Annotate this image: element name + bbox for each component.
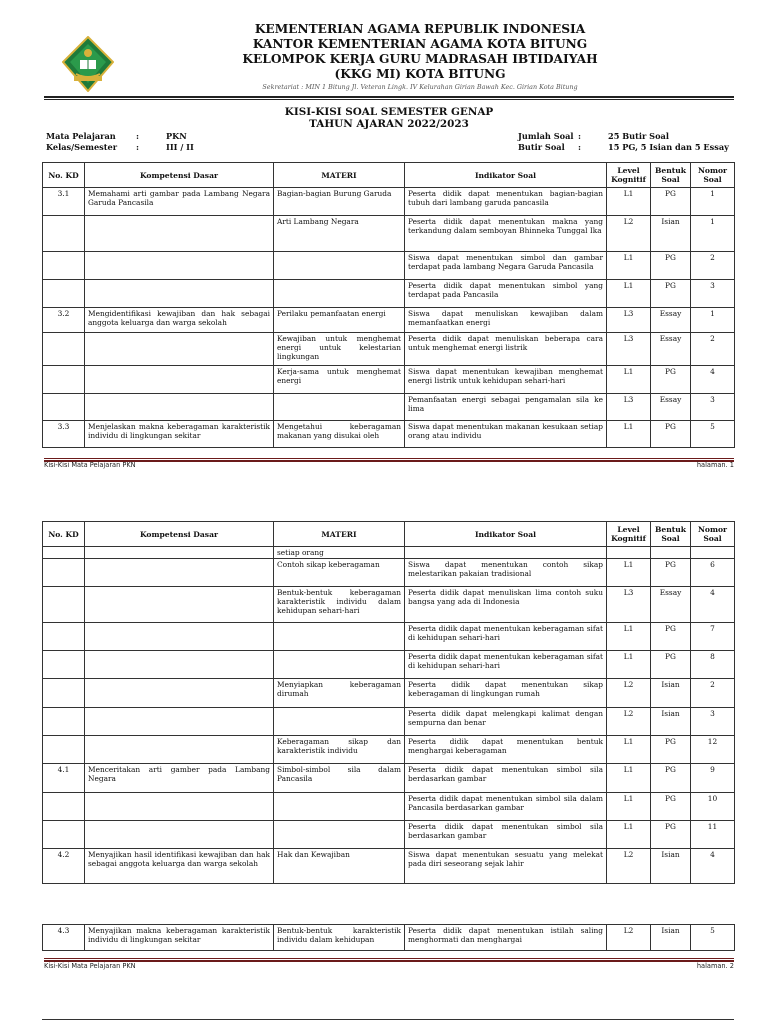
cell-bentuk: Isian xyxy=(651,925,691,951)
cell-no-kd xyxy=(43,216,85,252)
cell-no-kd xyxy=(43,394,85,421)
butir-sep: : xyxy=(578,142,582,152)
header-rule-thin xyxy=(44,99,734,100)
cell-level: L1 xyxy=(607,280,651,308)
cell-level: L3 xyxy=(607,333,651,366)
cell-bentuk: PG xyxy=(651,821,691,849)
cell-nomor: 5 xyxy=(691,421,735,448)
table-row xyxy=(43,188,735,216)
cell-no-kd xyxy=(43,821,85,849)
cell-level: L1 xyxy=(607,821,651,849)
cell-bentuk: PG xyxy=(651,421,691,448)
jumlah-value: 25 Butir Soal xyxy=(608,131,669,141)
cell-no-kd xyxy=(43,623,85,651)
cell-no-kd xyxy=(43,793,85,821)
cell-kompetensi-dasar xyxy=(85,216,274,252)
cell-level: L1 xyxy=(607,623,651,651)
table-row xyxy=(43,252,735,280)
cell-indikator: Peserta didik dapat menentukan keberagaman sifat di kehidupan sehari-hari xyxy=(405,651,607,679)
cell-nomor: 4 xyxy=(691,849,735,884)
doc-title: KISI-KISI SOAL SEMESTER GENAP xyxy=(284,106,494,118)
cell-nomor: 11 xyxy=(691,821,735,849)
cell-level: L1 xyxy=(607,651,651,679)
cell-bentuk: PG xyxy=(651,188,691,216)
cell-bentuk: Isian xyxy=(651,679,691,708)
cell-no-kd xyxy=(43,547,85,559)
cell-kompetensi-dasar: Menceritakan arti gamber pada Lambang Negara xyxy=(85,764,274,793)
cell-level: L2 xyxy=(607,216,651,252)
cell-materi xyxy=(274,252,405,280)
mapel-sep: : xyxy=(136,131,140,141)
cell-indikator: Peserta didik dapat melengkapi kalimat dengan sempurna dan benar xyxy=(405,708,607,736)
cell-kompetensi-dasar: Menjelaskan makna keberagaman karakteristik individu di lingkungan sekitar xyxy=(85,421,274,448)
cell-indikator: Peserta didik dapat menentukan sikap keberagaman di lingkungan rumah xyxy=(405,679,607,708)
cell-no-kd xyxy=(43,679,85,708)
cell-materi: Bentuk-bentuk karakteristik individu dalam kehidupan xyxy=(274,925,405,951)
table-row xyxy=(43,821,735,849)
page-number-2: halaman. 2 xyxy=(696,962,734,970)
cell-bentuk: PG xyxy=(651,559,691,587)
col-indikator: Indikator Soal xyxy=(405,522,607,547)
table-row xyxy=(43,736,735,764)
cell-no-kd xyxy=(43,559,85,587)
table-row xyxy=(43,651,735,679)
cell-materi: Mengetahui keberagaman makanan yang disukai oleh xyxy=(274,421,405,448)
cell-bentuk: Essay xyxy=(651,333,691,366)
cell-bentuk: PG xyxy=(651,623,691,651)
cell-kompetensi-dasar xyxy=(85,394,274,421)
kisi-table-page-1 xyxy=(42,162,735,448)
kelas-sep: : xyxy=(136,142,140,152)
cell-no-kd xyxy=(43,252,85,280)
cell-kompetensi-dasar xyxy=(85,587,274,623)
col-level: Level Kognitif xyxy=(607,163,651,188)
cell-indikator: Peserta didik dapat menuliskan beberapa cara untuk menghemat energi listrik xyxy=(405,333,607,366)
cell-nomor: 8 xyxy=(691,651,735,679)
cell-level: L2 xyxy=(607,708,651,736)
jumlah-label: Jumlah Soal xyxy=(518,131,574,141)
cell-bentuk: PG xyxy=(651,280,691,308)
col-bentuk: Bentuk Soal xyxy=(651,163,691,188)
cell-level: L1 xyxy=(607,366,651,394)
cell-nomor xyxy=(691,547,735,559)
cell-no-kd xyxy=(43,366,85,394)
cell-materi: setiap orang xyxy=(274,547,405,559)
cell-kompetensi-dasar xyxy=(85,736,274,764)
table-row xyxy=(43,587,735,623)
cell-level xyxy=(607,547,651,559)
cell-materi: Keberagaman sikap dan karakteristik individu xyxy=(274,736,405,764)
cell-indikator: Peserta didik dapat menentukan keberagaman sifat di kehidupan sehari-hari xyxy=(405,623,607,651)
cell-bentuk: PG xyxy=(651,651,691,679)
cell-bentuk: PG xyxy=(651,252,691,280)
footer-left-1: Kisi-Kisi Mata Pelajaran PKN xyxy=(44,461,136,469)
cell-indikator: Siswa dapat menentukan kewajiban menghemat energi listrik untuk kehidupan sehari-hari xyxy=(405,366,607,394)
footer-left-2: Kisi-Kisi Mata Pelajaran PKN xyxy=(44,962,136,970)
cell-indikator: Siswa dapat menentukan makanan kesukaan setiap orang atau individu xyxy=(405,421,607,448)
cell-indikator xyxy=(405,547,607,559)
cell-indikator: Siswa dapat menentukan simbol dan gambar terdapat pada lambang Negara Garuda Pancasila xyxy=(405,252,607,280)
col-materi: MATERI xyxy=(274,522,405,547)
mapel-value: PKN xyxy=(166,131,187,141)
table-row xyxy=(43,216,735,252)
cell-kompetensi-dasar xyxy=(85,252,274,280)
cell-level: L2 xyxy=(607,849,651,884)
table-row xyxy=(43,679,735,708)
cell-bentuk: PG xyxy=(651,793,691,821)
kelas-label: Kelas/Semester xyxy=(46,142,118,152)
cell-materi xyxy=(274,651,405,679)
cell-level: L3 xyxy=(607,394,651,421)
cell-indikator: Peserta didik dapat menuliskan lima contoh suku bangsa yang ada di Indonesia xyxy=(405,587,607,623)
cell-materi: Perilaku pemanfaatan energi xyxy=(274,308,405,333)
cell-indikator: Siswa dapat menuliskan kewajiban dalam memanfaatkan energi xyxy=(405,308,607,333)
cell-nomor: 10 xyxy=(691,793,735,821)
mapel-label: Mata Pelajaran xyxy=(46,131,116,141)
cell-indikator: Siswa dapat menentukan sesuatu yang melekat pada diri seseorang sejak lahir xyxy=(405,849,607,884)
col-kd: Kompetensi Dasar xyxy=(85,522,274,547)
cell-no-kd xyxy=(43,736,85,764)
cell-nomor: 5 xyxy=(691,925,735,951)
cell-kompetensi-dasar xyxy=(85,559,274,587)
col-materi: MATERI xyxy=(274,163,405,188)
col-no-kd: No. KD xyxy=(43,163,85,188)
table-row xyxy=(43,394,735,421)
cell-nomor: 1 xyxy=(691,216,735,252)
col-bentuk: Bentuk Soal xyxy=(651,522,691,547)
cell-no-kd xyxy=(43,280,85,308)
cell-bentuk: PG xyxy=(651,366,691,394)
cell-nomor: 3 xyxy=(691,280,735,308)
cell-level: L1 xyxy=(607,252,651,280)
cell-indikator: Peserta didik dapat menentukan istilah saling menghormati dan menghargai xyxy=(405,925,607,951)
cell-bentuk: Isian xyxy=(651,708,691,736)
cell-no-kd: 4.1 xyxy=(43,764,85,793)
cell-level: L1 xyxy=(607,559,651,587)
cell-kompetensi-dasar: Memahami arti gambar pada Lambang Negara Garuda Pancasila xyxy=(85,188,274,216)
jumlah-sep: : xyxy=(578,131,582,141)
cell-nomor: 2 xyxy=(691,252,735,280)
cell-no-kd: 4.2 xyxy=(43,849,85,884)
cell-bentuk xyxy=(651,547,691,559)
header-line-1: KEMENTERIAN AGAMA REPUBLIK INDONESIA xyxy=(254,22,586,36)
cell-indikator: Peserta didik dapat menentukan makna yang terkandung dalam semboyan Bhinneka Tunggal Ika xyxy=(405,216,607,252)
cell-no-kd: 4.3 xyxy=(43,925,85,951)
cell-no-kd: 3.3 xyxy=(43,421,85,448)
doc-year: TAHUN AJARAN 2022/2023 xyxy=(309,118,469,130)
cell-bentuk: Essay xyxy=(651,308,691,333)
cell-kompetensi-dasar xyxy=(85,547,274,559)
cell-materi: Contoh sikap keberagaman xyxy=(274,559,405,587)
cell-nomor: 4 xyxy=(691,366,735,394)
cell-materi: Hak dan Kewajiban xyxy=(274,849,405,884)
cell-nomor: 3 xyxy=(691,708,735,736)
cell-materi xyxy=(274,394,405,421)
cell-bentuk: Essay xyxy=(651,394,691,421)
cell-materi xyxy=(274,708,405,736)
cell-kompetensi-dasar: Mengidentifikasi kewajiban dan hak sebagai anggota keluarga dan warga sekolah xyxy=(85,308,274,333)
cell-level: L1 xyxy=(607,793,651,821)
cell-indikator: Peserta didik dapat menentukan simbol sila berdasarkan gambar xyxy=(405,821,607,849)
cell-bentuk: Isian xyxy=(651,849,691,884)
col-nomor: Nomor Soal xyxy=(691,522,735,547)
kisi-table-page-2-continued xyxy=(42,924,735,951)
cell-kompetensi-dasar: Menyajikan hasil identifikasi kewajiban dan hak sebagai anggota keluarga dan warga sekolah xyxy=(85,849,274,884)
table-row xyxy=(43,623,735,651)
cell-nomor: 2 xyxy=(691,679,735,708)
page-number-1: halaman. 1 xyxy=(696,461,734,469)
cell-materi: Kerja-sama untuk menghemat energi xyxy=(274,366,405,394)
cell-level: L1 xyxy=(607,421,651,448)
cell-kompetensi-dasar xyxy=(85,280,274,308)
cell-nomor: 1 xyxy=(691,188,735,216)
table-row xyxy=(43,559,735,587)
cell-level: L1 xyxy=(607,764,651,793)
cell-kompetensi-dasar xyxy=(85,793,274,821)
cell-level: L3 xyxy=(607,308,651,333)
col-level: Level Kognitif xyxy=(607,522,651,547)
cell-materi xyxy=(274,280,405,308)
cell-kompetensi-dasar xyxy=(85,651,274,679)
cell-indikator: Peserta didik dapat menentukan simbol sila berdasarkan gambar xyxy=(405,764,607,793)
table-row xyxy=(43,421,735,448)
cell-level: L3 xyxy=(607,587,651,623)
cell-indikator: Peserta didik dapat menentukan simbol sila dalam Pancasila berdasarkan gambar xyxy=(405,793,607,821)
cell-nomor: 9 xyxy=(691,764,735,793)
cell-materi: Simbol-simbol sila dalam Pancasila xyxy=(274,764,405,793)
cell-level: L2 xyxy=(607,925,651,951)
cell-nomor: 1 xyxy=(691,308,735,333)
header-rule-thick xyxy=(44,96,734,98)
header-line-2: KANTOR KEMENTERIAN AGAMA KOTA BITUNG xyxy=(252,37,588,51)
table-row xyxy=(43,793,735,821)
col-indikator: Indikator Soal xyxy=(405,163,607,188)
table-row xyxy=(43,308,735,333)
cell-no-kd xyxy=(43,651,85,679)
cell-materi: Arti Lambang Negara xyxy=(274,216,405,252)
cell-no-kd xyxy=(43,708,85,736)
cell-kompetensi-dasar xyxy=(85,708,274,736)
cell-bentuk: Essay xyxy=(651,587,691,623)
cell-nomor: 3 xyxy=(691,394,735,421)
col-kd: Kompetensi Dasar xyxy=(85,163,274,188)
cell-no-kd xyxy=(43,333,85,366)
col-nomor: Nomor Soal xyxy=(691,163,735,188)
cell-materi xyxy=(274,821,405,849)
cell-no-kd xyxy=(43,587,85,623)
cell-kompetensi-dasar xyxy=(85,366,274,394)
cell-materi: Bentuk-bentuk keberagaman karakteristik individu dalam kehidupan sehari-hari xyxy=(274,587,405,623)
cell-kompetensi-dasar xyxy=(85,679,274,708)
cell-no-kd: 3.1 xyxy=(43,188,85,216)
cell-nomor: 6 xyxy=(691,559,735,587)
cell-level: L1 xyxy=(607,736,651,764)
cell-materi: Menyiapkan keberagaman dirumah xyxy=(274,679,405,708)
cell-materi: Kewajiban untuk menghemat energi untuk kelestarian lingkungan xyxy=(274,333,405,366)
cell-materi xyxy=(274,623,405,651)
header-line-3: KELOMPOK KERJA GURU MADRASAH IBTIDAIYAH xyxy=(242,52,598,66)
cell-nomor: 2 xyxy=(691,333,735,366)
table-row xyxy=(43,333,735,366)
cell-nomor: 12 xyxy=(691,736,735,764)
butir-label: Butir Soal xyxy=(518,142,565,152)
col-no-kd: No. KD xyxy=(43,522,85,547)
cell-indikator: Peserta didik dapat menentukan bagian-bagian tubuh dari lambang garuda pancasila xyxy=(405,188,607,216)
cell-kompetensi-dasar xyxy=(85,821,274,849)
cell-indikator: Peserta didik dapat menentukan bentuk menghargai keberagaman xyxy=(405,736,607,764)
next-table-edge xyxy=(42,1019,734,1026)
butir-value: 15 PG, 5 Isian dan 5 Essay xyxy=(608,142,729,152)
cell-indikator: Pemanfaatan energi sebagai pengamalan sila ke lima xyxy=(405,394,607,421)
kemenag-logo xyxy=(62,36,114,92)
cell-materi: Bagian-bagian Burung Garuda xyxy=(274,188,405,216)
cell-kompetensi-dasar xyxy=(85,623,274,651)
cell-kompetensi-dasar: Menyajikan makna keberagaman karakteristik individu di lingkungan sekitar xyxy=(85,925,274,951)
footer-rule-2 xyxy=(44,958,734,959)
cell-level: L1 xyxy=(607,188,651,216)
footer-2 xyxy=(44,962,734,970)
cell-indikator: Siswa dapat menentukan contoh sikap melestarikan pakaian tradisional xyxy=(405,559,607,587)
table-row xyxy=(43,708,735,736)
cell-bentuk: PG xyxy=(651,764,691,793)
cell-bentuk: PG xyxy=(651,736,691,764)
table-row xyxy=(43,925,735,951)
kisi-table-page-2 xyxy=(42,521,735,884)
table-row xyxy=(43,280,735,308)
cell-materi xyxy=(274,793,405,821)
cell-nomor: 7 xyxy=(691,623,735,651)
cell-indikator: Peserta didik dapat menentukan simbol yang terdapat pada Pancasila xyxy=(405,280,607,308)
cell-bentuk: Isian xyxy=(651,216,691,252)
sekretariat-address: Sekretariat : MIN 1 Bitung Jl. Veteran Lingk. IV Kelurahan Girian Bawah Kec. Girian Kota Bitung xyxy=(262,83,578,91)
cell-no-kd: 3.2 xyxy=(43,308,85,333)
cell-level: L2 xyxy=(607,679,651,708)
footer-rule-1 xyxy=(44,458,734,459)
table-row xyxy=(43,764,735,793)
table-row xyxy=(43,366,735,394)
kelas-value: III / II xyxy=(166,142,194,152)
header-line-4: (KKG MI) KOTA BITUNG xyxy=(334,67,506,81)
footer-1 xyxy=(44,461,734,469)
table-row xyxy=(43,849,735,884)
table-row xyxy=(43,547,735,559)
cell-kompetensi-dasar xyxy=(85,333,274,366)
cell-nomor: 4 xyxy=(691,587,735,623)
